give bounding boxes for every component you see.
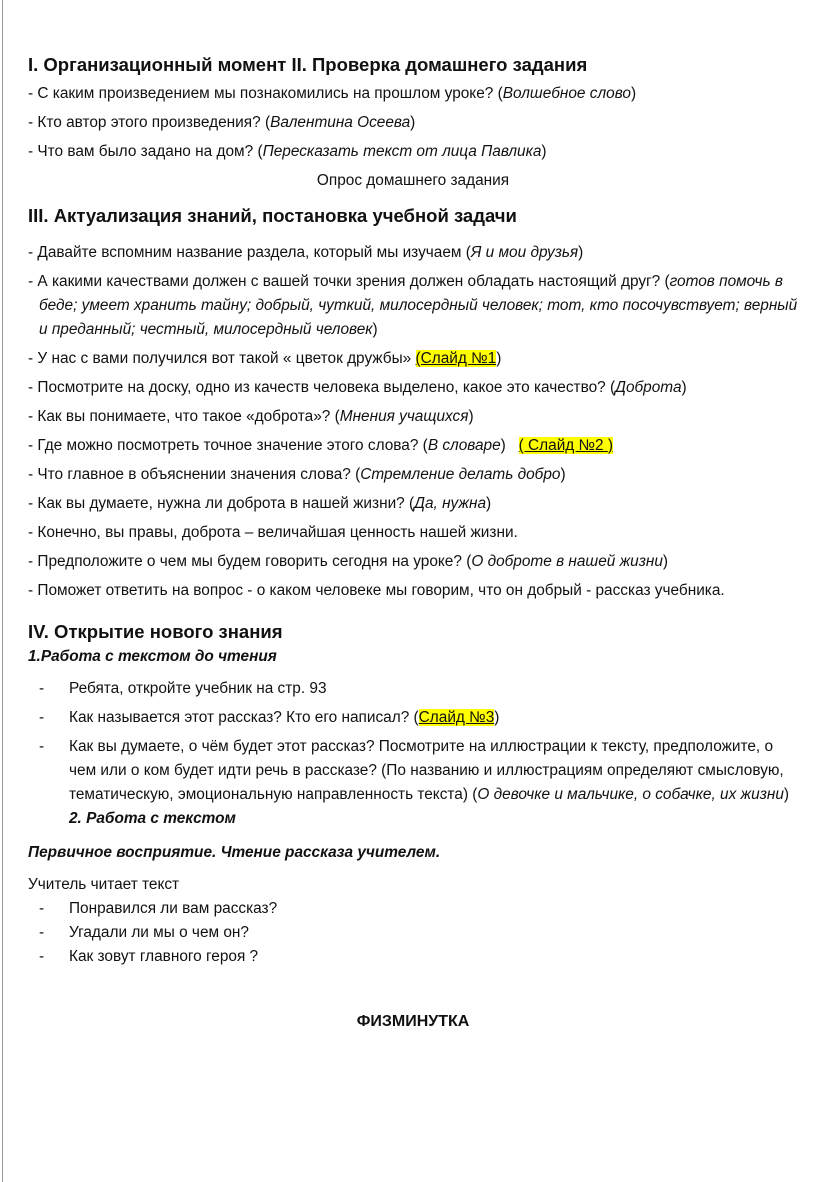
s3-line-5: - Как вы понимаете, что такое «доброта»? (Мнения учащихся): [28, 408, 474, 425]
s3-line-7: - Что главное в объяснении значения слова? (Стремление делать добро): [28, 466, 566, 483]
hw-question-3: - Что вам было задано на дом? (Пересказать текст от лица Павлика): [28, 143, 547, 160]
section-3-heading: III. Актуализация знаний, постановка учебной задачи: [28, 205, 517, 226]
s3-line-11: - Поможет ответить на вопрос - о каком человеке мы говорим, что он добрый - рассказ учебника.: [28, 582, 725, 599]
s3-line-8: - Как вы думаете, нужна ли доброта в нашей жизни? (Да, нужна): [28, 495, 492, 512]
teacher-reads: Учитель читает текст: [28, 876, 180, 893]
s3-line-4: - Посмотрите на доску, одно из качеств человека выделено, какое это качество? (Доброта): [28, 379, 687, 396]
s3-line-9: - Конечно, вы правы, доброта – величайшая ценность нашей жизни.: [28, 524, 518, 541]
primary-perception: Первичное восприятие. Чтение рассказа учителем.: [28, 844, 441, 861]
hw-question-2: - Кто автор этого произведения? (Валентина Осеева): [28, 114, 416, 131]
s3-line-6: - Где можно посмотреть точное значение этого слова? (В словаре) ( Слайд №2 ): [28, 437, 614, 454]
s4-bullet-2: - Как называется этот рассказ? Кто его написал? (Слайд №3): [39, 709, 500, 726]
s3-line-2: - А какими качествами должен с вашей точки зрения должен обладать настоящий друг? (готов помочь в беде; умеет хранить тайну; добрый, чуткий, милосердный человек; тот, кто посочувствует; верный и преданный; честный, милосердный человек): [28, 273, 798, 338]
section-1-heading: I. Организационный момент II. Проверка домашнего задания: [28, 54, 588, 75]
s4-question-3: - Как зовут главного героя ?: [39, 948, 259, 965]
hw-survey-caption: Опрос домашнего задания: [316, 172, 510, 189]
s3-line-1: - Давайте вспомним название раздела, который мы изучаем (Я и мои друзья): [28, 244, 584, 261]
s3-line-10: - Предположите о чем мы будем говорить сегодня на уроке? (О доброте в нашей жизни): [28, 553, 669, 570]
fizminutka-heading: ФИЗМИНУТКА: [356, 1013, 470, 1030]
slide-1-link[interactable]: (Слайд №1: [415, 350, 497, 367]
document-page: [28, 52, 798, 1047]
s4-bullet-3: - Как вы думаете, о чём будет этот рассказ? Посмотрите на иллюстрации к тексту, предположите, о чем или о ком будет идти речь в рассказе? (По названию и иллюстрациям определяют смысловую, тематическую, эмоциональную направленность текста) (О девочке и мальчике, о собачке, их жизни) 2. Работа с текстом: [39, 738, 790, 827]
s4-subheading: 1.Работа с текстом до чтения: [28, 648, 277, 665]
hw-question-1: - С каким произведением мы познакомились на прошлом уроке? (Волшебное слово): [28, 85, 637, 102]
section-4-heading: IV. Открытие нового знания: [28, 621, 283, 642]
s4-question-1: - Понравился ли вам рассказ?: [39, 900, 278, 917]
slide-3-link[interactable]: Слайд №3: [418, 709, 495, 726]
s4-bullet-1: - Ребята, откройте учебник на стр. 93: [39, 680, 327, 697]
slide-2-link[interactable]: ( Слайд №2 ): [518, 437, 614, 454]
page-left-border: [2, 0, 3, 1182]
s4-question-2: - Угадали ли мы о чем он?: [39, 924, 249, 941]
s3-line-3: - У нас с вами получился вот такой « цветок дружбы» (Слайд №1): [28, 350, 502, 367]
